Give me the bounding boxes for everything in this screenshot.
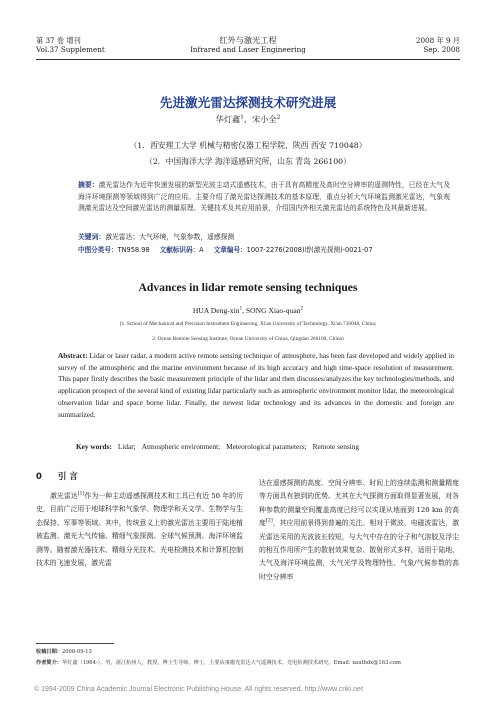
body-text: 达在遥感探测的高度、空间分辨率、时间上的连续监测和测量精度等方面具有独到的优势。尤其在大气探测方面取得显著发展，对各种参数的测量空间覆盖高度已经可以实现从地面到 120 km 的高度 xyxy=(259,479,459,528)
header-divider xyxy=(36,59,460,60)
document-code-value: A xyxy=(199,246,204,254)
keyword: Lidar; xyxy=(117,442,136,451)
author-separator: ， xyxy=(243,114,253,124)
footnote-received xyxy=(36,648,462,656)
body-text: 激光雷达 xyxy=(50,492,78,500)
author-affiliation-mark: 1 xyxy=(240,114,244,121)
author-name: 宋小全 xyxy=(252,114,277,124)
keyword: Meteorological parameters; xyxy=(226,442,307,451)
abstract-label: Abstract: xyxy=(58,351,88,360)
article-number-label: 文章编号： xyxy=(213,246,247,254)
header-volume-cn: 第 37 卷 增刊 xyxy=(36,36,81,45)
clc-value: TN958.98 xyxy=(117,246,150,254)
footnote-author-bio xyxy=(36,659,462,667)
keyword: Remote sensing xyxy=(312,442,360,451)
keywords-label: 关键词： xyxy=(78,233,106,241)
clc-label: 中图分类号： xyxy=(78,246,118,254)
header-journal xyxy=(36,36,460,54)
author-bio-text: 华灯鑫（1964-），男，浙江杭州人，教授，博士生导师，博士，主要从事激光雷达大气遥测技术、光电检测技术研究。Email: xauthdx@163.com xyxy=(61,660,401,666)
author-affiliation-mark: 2 xyxy=(300,305,304,312)
body-text: 作为一种主动遥感探测技术和工具已有近 50 年的历史，目前广泛用于地球科学和气象学、物理学和天文学、生物学与生态保持、军事等领域。其中，传统意义上的激光雷达主要用于陆地植被监测、激光大气传输、精细气象探测、全球气候预测、海洋环境监测等。随着激光器技术、精细分光技术、光电检测技术和计算机控制技术的飞速发展，激光雷 xyxy=(36,492,243,568)
document-code-label: 文献标识码： xyxy=(159,246,200,254)
keyword: Atmospheric environment; xyxy=(141,442,221,451)
affiliation-en: 2. Ocean Remote Sensing Institute, Ocean University of China, Qingdao 266100, China) xyxy=(152,336,344,342)
abstract-text: 激光雷达作为近年快速发展的新型光波主动式遥感技术，由于具有高精度及高时空分辨率的遥测特性，已经在大气及海洋环境探测等领域得到广泛的应用。主要介绍了激光雷达探测技术的基本原理，重点分析大气环境监测激光雷达，气象观测激光雷达及空间激光雷达的测量原理、关键技术及其应用前景，介绍国内外相关激光雷达的系统特色及其最新进展。 xyxy=(78,181,450,213)
header-date-en: Sep. 2008 xyxy=(423,45,460,54)
running-header xyxy=(36,36,460,58)
keywords-cn xyxy=(78,232,450,244)
keywords-label: Key words: xyxy=(76,442,112,451)
received-label: 收稿日期： xyxy=(36,649,62,655)
author-bio-label: 作者简介： xyxy=(36,660,62,666)
section-heading xyxy=(36,470,78,482)
received-date: 2008-09-13 xyxy=(61,649,92,655)
header-volume-en: Vol.37 Supplement xyxy=(36,45,105,54)
body-column-right xyxy=(259,477,459,584)
author-name: 华灯鑫 xyxy=(215,114,241,124)
author-name: HUA Deng-xin xyxy=(192,306,240,315)
keywords-text: 激光雷达；大气环境，气象参数，遥感探测 xyxy=(105,233,235,241)
header-date-cn: 2008 年 9 月 xyxy=(415,36,460,45)
body-column-left xyxy=(36,490,243,570)
author-list-cn xyxy=(0,114,496,125)
affiliation-en: (1. School of Mechanical and Precision Instrument Engineering, Xi'an University of Technology, Xi'an 710048, China; xyxy=(119,321,377,327)
author-separator: , xyxy=(242,306,246,315)
header-journal-en: Infrared and Laser Engineering xyxy=(190,45,306,54)
author-affiliation-mark: 2 xyxy=(276,114,281,121)
paper-title-cn: 先进激光雷达探测技术研究进展 xyxy=(159,95,337,110)
footnote-divider xyxy=(36,643,114,644)
abstract-label: 摘要： xyxy=(78,181,99,189)
classification-line xyxy=(78,245,456,257)
affiliation-cn: （1．西安理工大学 机械与精密仪器工程学院，陕西 西安 710048） xyxy=(129,141,367,150)
keywords-en xyxy=(76,441,456,453)
author-list-en xyxy=(0,306,496,315)
body-text: ，其应用前景得到普遍的关注。相对于微波、电磁波雷达，激光雷达采用的光波波长较短，与大气中存在的分子和气溶胶及浮尘的相互作用所产生的散射效果复杂、散射形式多样，适用于陆地、大气及海洋环境监测，大气光学及物理特性、气象/气候参数的高时空分辨率 xyxy=(259,519,460,581)
paper-title-en: Advances in lidar remote sensing techniques xyxy=(138,281,358,294)
abstract-text: Lidar or laser radar, a modern active remote sensing technique of atmosphere, has been fast developed and widely applied in survey of the atmospheric and the marine environment because of its high accuracy and high time-space resolution of measurement. This paper firstly describes the basic measurement principle of the lidar and then discusses/analyzes the key technologies/methods, and application prospect of the several kind of existing lidar particularly such as atmospheric environment monitor lidar, the meteorological observation lidar and space borne lidar. Finally, the newest lidar technology and its advances in the domestic and foreign are summarized. xyxy=(58,351,454,419)
header-journal-cn: 红外与激光工程 xyxy=(219,35,277,45)
author-affiliation-mark: 1 xyxy=(239,305,243,312)
article-number-value: 1007-2276(2008)增(激光探测)-0021-07 xyxy=(246,246,373,254)
header-date xyxy=(416,36,460,54)
section-title: 引 言 xyxy=(58,471,78,481)
affiliation-cn: （2．中国海洋大学 海洋遥感研究所，山东 青岛 266100） xyxy=(145,157,351,166)
citation-ref: [1] xyxy=(77,491,85,497)
section-number: 0 xyxy=(36,471,42,481)
copyright-footer: © 1994-2009 China Academic Journal Electronic Publishing House. All rights reserved. http://www.cnki.net xyxy=(34,686,363,693)
citation-ref: [2] xyxy=(265,518,273,524)
abstract-en xyxy=(58,350,454,420)
author-name: SONG Xiao-quan xyxy=(245,306,301,315)
abstract-cn xyxy=(78,180,450,215)
